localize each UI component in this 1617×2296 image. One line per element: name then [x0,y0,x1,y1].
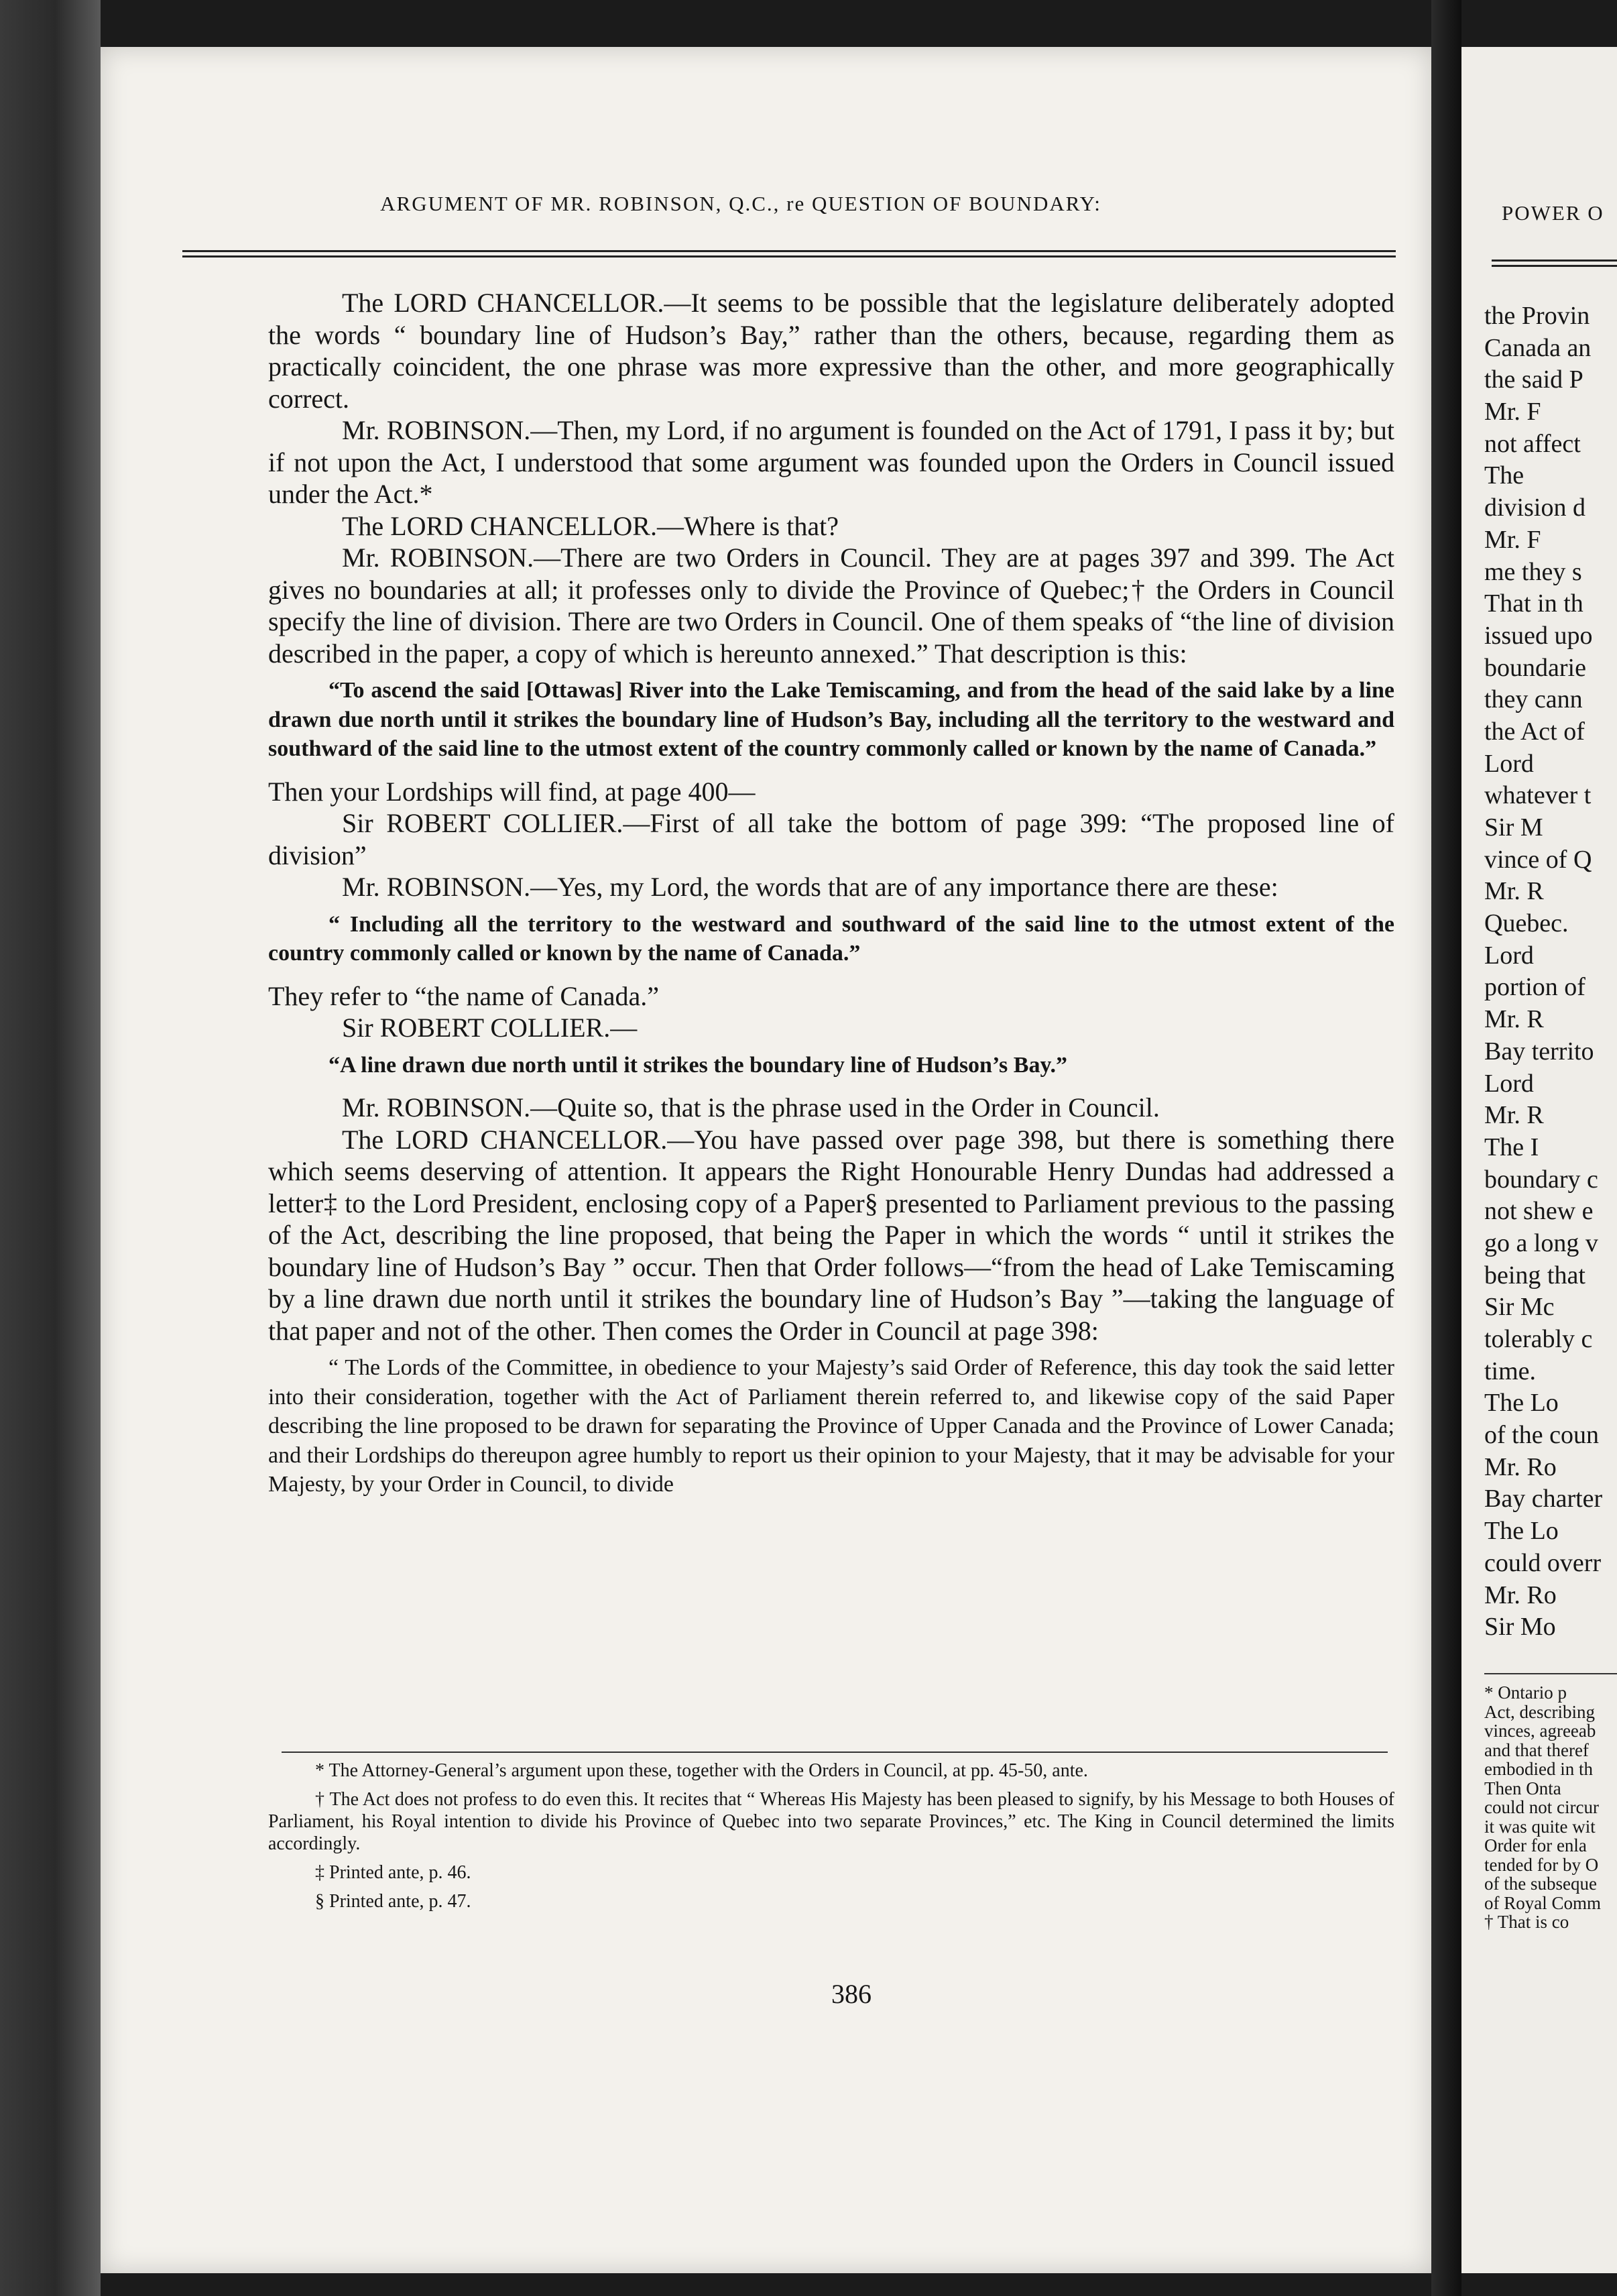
facing-text-line: The Lo [1484,1389,1559,1418]
facing-footnote-line: † That is co [1484,1912,1569,1932]
facing-page [1461,47,1617,2273]
facing-text-line: go a long v [1484,1228,1598,1257]
film-edge [0,0,101,2296]
facing-text-line: the said P [1484,365,1583,394]
facing-text-line: The [1484,461,1524,490]
facing-text-line: boundarie [1484,653,1586,682]
paragraph: Mr. ROBINSON.—There are two Orders in Council. They are at pages 397 and 399. The Act gives no boundaries at all; it professes only to divide the Province of Quebec;† the Orders in Council specify the line of division. There are two Orders in Council. One of them speaks of “the line of division described in the paper, a copy of which is hereunto annexed.” That description is this: [268,542,1394,669]
block-quote: “ The Lords of the Committee, in obedience to your Majesty’s said Order of Reference, this day took the said letter into their consideration, together with the Act of Parliament therein referred to, and likewise copy of the said Paper describing the line proposed to be drawn for separating the Province of Upper Canada and the Province of Lower Canada; and their Lordships do thereupon agree humbly to report us their opinion to your Majesty, that it may be advisable for your Majesty, by your Order in Council, to divide [268,1355,1394,1497]
facing-footnote-line: tended for by O [1484,1854,1599,1875]
facing-footnote-line: vinces, agreeab [1484,1721,1596,1741]
facing-text-line: Bay charter [1484,1485,1603,1513]
facing-footnote-line: and that theref [1484,1739,1589,1760]
facing-footnote-line: it was quite wit [1484,1816,1596,1837]
facing-footnote-line: of Royal Comm [1484,1892,1601,1913]
facing-text-line: being that [1484,1261,1585,1289]
footnote: † The Act does not profess to do even this. It recites that “ Whereas His Majesty has been pleased to signify, by his Message to both Houses of Parliament, his Royal intention to divide his Province of Quebec into two separate Provinces,” etc. The King in Council determined the limits accordingly. [268,1789,1394,1854]
paragraph: Sir ROBERT COLLIER.—First of all take the bottom of page 399: “The proposed line of division” [268,808,1394,870]
paragraph: Mr. ROBINSON.—Quite so, that is the phrase used in the Order in Council. [342,1092,1160,1123]
facing-text-line: Mr. R [1484,877,1544,906]
facing-text-line: That in th [1484,589,1583,618]
facing-text-line: Mr. Ro [1484,1581,1557,1609]
paragraph: The LORD CHANCELLOR.—It seems to be possible that the legislature deliberately adopted the words “ boundary line of Hudson’s Bay,” rather than the others, because, regarding them as practically coincident, the one phrase was more expressive than the other, and more geographically correct. [268,288,1394,414]
facing-text-line: Mr. F [1484,398,1541,426]
footnotes [268,1760,1394,1919]
facing-rule-top [1492,260,1617,262]
paragraph: The LORD CHANCELLOR.—Where is that? [342,510,839,541]
block-quote: “ Including all the territory to the westward and southward of the said line to the utmost extent of the country commonly called or known by the name of Canada.” [268,911,1394,966]
facing-footnote-line: embodied in th [1484,1759,1593,1779]
footnote: * The Attorney-General’s argument upon these, together with the Orders in Council, at pp. 45-50, ante. [315,1760,1088,1781]
paragraph: Mr. ROBINSON.—Then, my Lord, if no argument is founded on the Act of 1791, I pass it by; but if not upon the Act, I understood that some argument was founded upon the Orders in Council issued under the Act.* [268,415,1394,509]
facing-text-line: Sir M [1484,813,1543,842]
facing-text-line: The I [1484,1133,1539,1161]
facing-text-line: tolerably c [1484,1325,1593,1353]
facing-text-line: me they s [1484,557,1582,586]
page-number: 386 [831,1979,872,2009]
facing-footnote-line: could not circur [1484,1797,1599,1817]
footnote-rule [282,1752,1388,1753]
facing-text-line: division d [1484,494,1585,522]
facing-text-line: The Lo [1484,1517,1559,1546]
footnote: § Printed ante, p. 47. [315,1891,471,1912]
facing-text [1484,300,1617,1644]
facing-text-line: Lord [1484,941,1534,970]
facing-footnote-rule [1484,1673,1617,1674]
facing-text-line: the Act of [1484,717,1585,746]
header-rule-top [182,250,1396,252]
facing-text-line: not shew e [1484,1197,1594,1226]
facing-footnotes [1484,1683,1617,1932]
facing-text-line: Mr. F [1484,525,1541,554]
facing-text-line: vince of Q [1484,845,1592,874]
facing-text-line: time. [1484,1357,1537,1385]
facing-running-title: POWER O [1502,201,1604,225]
facing-text-line: they cann [1484,685,1583,714]
facing-text-line: Mr. R [1484,1101,1544,1130]
facing-footnote-line: Order for enla [1484,1835,1587,1855]
facing-footnote-line: Then Onta [1484,1778,1561,1798]
facing-text-line: not affect [1484,429,1581,458]
facing-footnote-line: of the subseque [1484,1874,1597,1894]
facing-text-line: Lord [1484,1069,1534,1098]
facing-text-line: boundary c [1484,1165,1598,1194]
facing-text-line: portion of [1484,973,1585,1002]
paragraph: Sir ROBERT COLLIER.— [342,1013,638,1043]
facing-text-line: Quebec. [1484,909,1569,938]
block-quote: “A line drawn due north until it strikes the boundary line of Hudson’s Bay.” [328,1052,1068,1078]
facing-text-line: whatever t [1484,781,1592,810]
facing-text-line: the Provin [1484,302,1590,330]
paragraph: The LORD CHANCELLOR.—You have passed over page 398, but there is something there which seems deserving of attention. It appears the Right Honourable Henry Dundas had addressed a letter‡ to the Lord President, enclosing copy of a Paper§ presented to Parliament previous to the passing of the Act, describing the line proposed, that being the Paper in which the words “ until it strikes the boundary line of Hudson’s Bay ” occur. Then that Order follows—“from the head of Lake Temiscaming by a line drawn due north until it strikes the boundary line of Hudson’s Bay ”—taking the language of that paper and not of the other. Then comes the Order in Council at page 398: [268,1124,1394,1346]
body-text [268,287,1394,1511]
facing-rule-bottom [1492,265,1617,267]
header-rule-bottom [182,255,1396,257]
facing-text-line: could overr [1484,1548,1602,1577]
paragraph: Then your Lordships will find, at page 400— [268,776,756,807]
facing-text-line: of the coun [1484,1421,1599,1450]
book-gutter [1431,0,1461,2296]
facing-text-line: Bay territo [1484,1037,1594,1066]
footnote: ‡ Printed ante, p. 46. [315,1862,471,1883]
facing-footnote-line: * Ontario p [1484,1682,1567,1703]
facing-text-line: issued upo [1484,621,1593,650]
facing-footnote-line: Act, describing [1484,1701,1595,1722]
paragraph: They refer to “the name of Canada.” [268,980,660,1011]
running-title: ARGUMENT OF MR. ROBINSON, Q.C., re QUESTION OF BOUNDARY: [380,192,1101,215]
block-quote: “To ascend the said [Ottawas] River into the Lake Temiscaming, and from the head of the said lake by a line drawn due north until it strikes the boundary line of Hudson’s Bay, including all the territory to the westward and southward of the said line to the utmost extent of the country commonly called or known by the name of Canada.” [268,678,1394,761]
facing-text-line: Mr. Ro [1484,1452,1557,1481]
facing-text-line: Canada an [1484,333,1592,362]
paragraph: Mr. ROBINSON.—Yes, my Lord, the words that are of any importance there are these: [342,872,1278,902]
facing-text-line: Sir Mo [1484,1613,1556,1642]
facing-text-line: Mr. R [1484,1005,1544,1034]
facing-text-line: Sir Mc [1484,1293,1555,1322]
facing-text-line: Lord [1484,749,1534,778]
